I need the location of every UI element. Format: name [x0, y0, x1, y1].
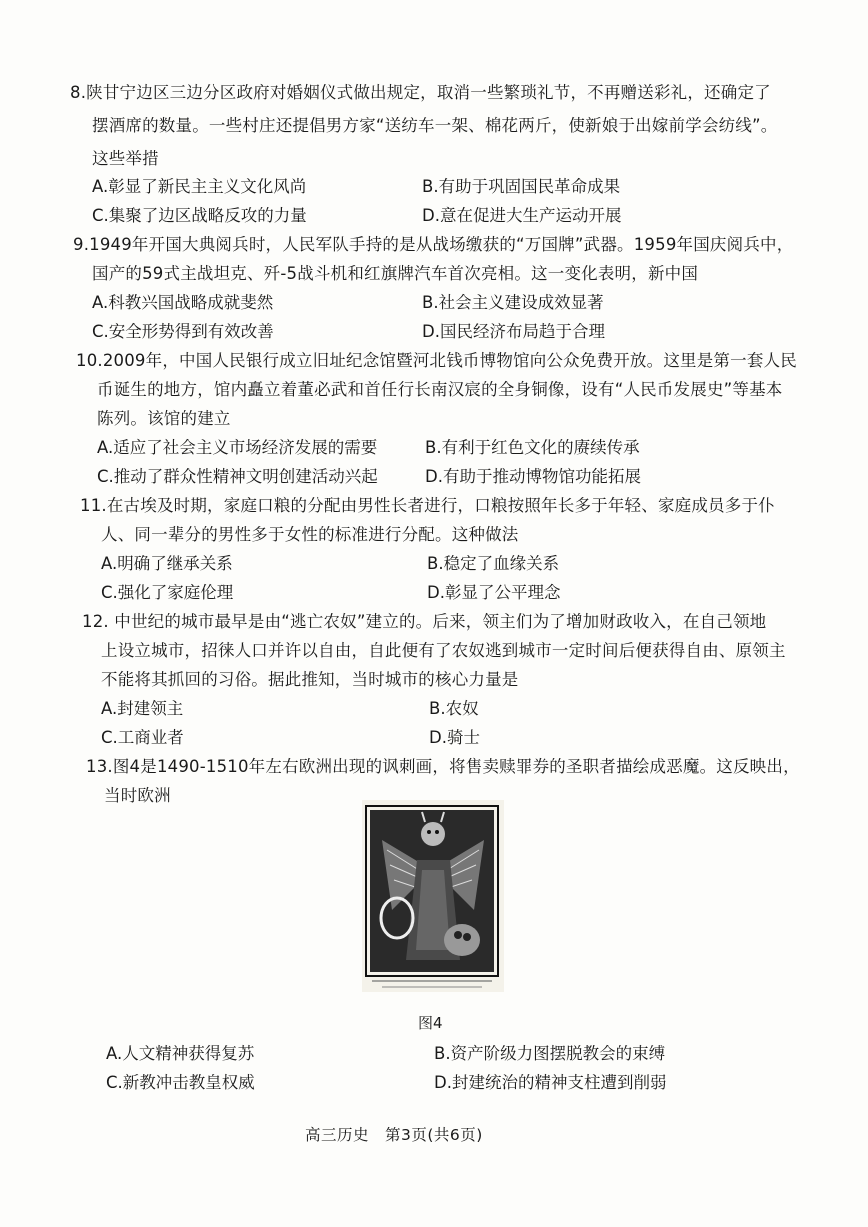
q12-line-1: 12. 中世纪的城市最早是由“逃亡农奴”建立的。后来，领主们为了增加财政收入，在自己领地 [82, 612, 767, 631]
page-footer: 高三历史 第3页(共6页) [305, 1126, 483, 1144]
q10-line-2: 币诞生的地方，馆内矗立着董必武和首任行长南汉宸的全身铜像，设有“人民币发展史”等基本 [97, 380, 783, 399]
q10-option-c: C.推动了群众性精神文明创建活动兴起 [97, 467, 378, 486]
q12-option-a: A.封建领主 [101, 699, 184, 718]
satirical-devil-woodcut-icon [362, 800, 504, 992]
q9-line-2: 国产的59式主战坦克、歼-5战斗机和红旗牌汽车首次亮相。这一变化表明，新中国 [92, 264, 699, 283]
q13-line-2: 当时欧洲 [104, 786, 171, 805]
q11-line-1: 11.在古埃及时期，家庭口粮的分配由男性长者进行，口粮按照年长多于年轻、家庭成员多于仆 [80, 496, 775, 515]
q13-option-d: D.封建统治的精神支柱遭到削弱 [434, 1073, 667, 1092]
q13-line-1: 13.图4是1490-1510年左右欧洲出现的讽刺画，将售卖赎罪券的圣职者描绘成恶魔。这反映出， [86, 757, 800, 776]
q8-option-b: B.有助于巩固国民革命成果 [422, 177, 621, 196]
q12-option-c: C.工商业者 [101, 728, 184, 747]
q8-option-c: C.集聚了边区战略反攻的力量 [92, 206, 307, 225]
q8-option-d: D.意在促进大生产运动开展 [422, 206, 622, 225]
q9-option-d: D.国民经济布局趋于合理 [422, 322, 605, 341]
q9-option-a: A.科教兴国战略成就斐然 [92, 293, 274, 312]
q9-option-b: B.社会主义建设成效显著 [422, 293, 604, 312]
q11-option-b: B.稳定了血缘关系 [427, 554, 560, 573]
q12-line-3: 不能将其抓回的习俗。据此推知，当时城市的核心力量是 [101, 670, 519, 689]
q12-line-2: 上设立城市，招徕人口并许以自由，自此便有了农奴逃到城市一定时间后便获得自由、原领主 [101, 641, 786, 660]
q10-option-a: A.适应了社会主义市场经济发展的需要 [97, 438, 378, 457]
q11-option-c: C.强化了家庭伦理 [101, 583, 234, 602]
q11-line-2: 人、同一辈分的男性多于女性的标准进行分配。这种做法 [101, 525, 519, 544]
q11-option-a: A.明确了继承关系 [101, 554, 233, 573]
q13-option-a: A.人文精神获得复苏 [106, 1044, 255, 1063]
q10-option-b: B.有利于红色文化的赓续传承 [425, 438, 640, 457]
figure-caption: 图4 [418, 1014, 443, 1032]
q13-option-c: C.新教冲击教皇权威 [106, 1073, 255, 1092]
q10-option-d: D.有助于推动博物馆功能拓展 [425, 467, 641, 486]
q11-option-d: D.彰显了公平理念 [427, 583, 561, 602]
figure-4-image [362, 800, 504, 992]
q9-line-1: 9.1949年开国大典阅兵时，人民军队手持的是从战场缴获的“万国牌”武器。1959年国庆阅兵中， [73, 235, 794, 254]
q8-line-2: 摆酒席的数量。一些村庄还提倡男方家“送纺车一架、棉花两斤，使新娘于出嫁前学会纺线”。 [92, 116, 778, 135]
q8-option-a: A.彰显了新民主主义文化风尚 [92, 177, 307, 196]
q12-option-d: D.骑士 [429, 728, 480, 747]
q10-line-3: 陈列。该馆的建立 [97, 409, 231, 428]
q12-option-b: B.农奴 [429, 699, 479, 718]
q10-line-1: 10.2009年，中国人民银行成立旧址纪念馆暨河北钱币博物馆向公众免费开放。这里是第一套人民 [76, 351, 797, 370]
q8-line-1: 8.陕甘宁边区三边分区政府对婚姻仪式做出规定，取消一些繁琐礼节，不再赠送彩礼，还确定了 [70, 83, 771, 102]
q13-option-b: B.资产阶级力图摆脱教会的束缚 [434, 1044, 666, 1063]
q8-line-3: 这些举措 [92, 149, 159, 168]
q9-option-c: C.安全形势得到有效改善 [92, 322, 274, 341]
